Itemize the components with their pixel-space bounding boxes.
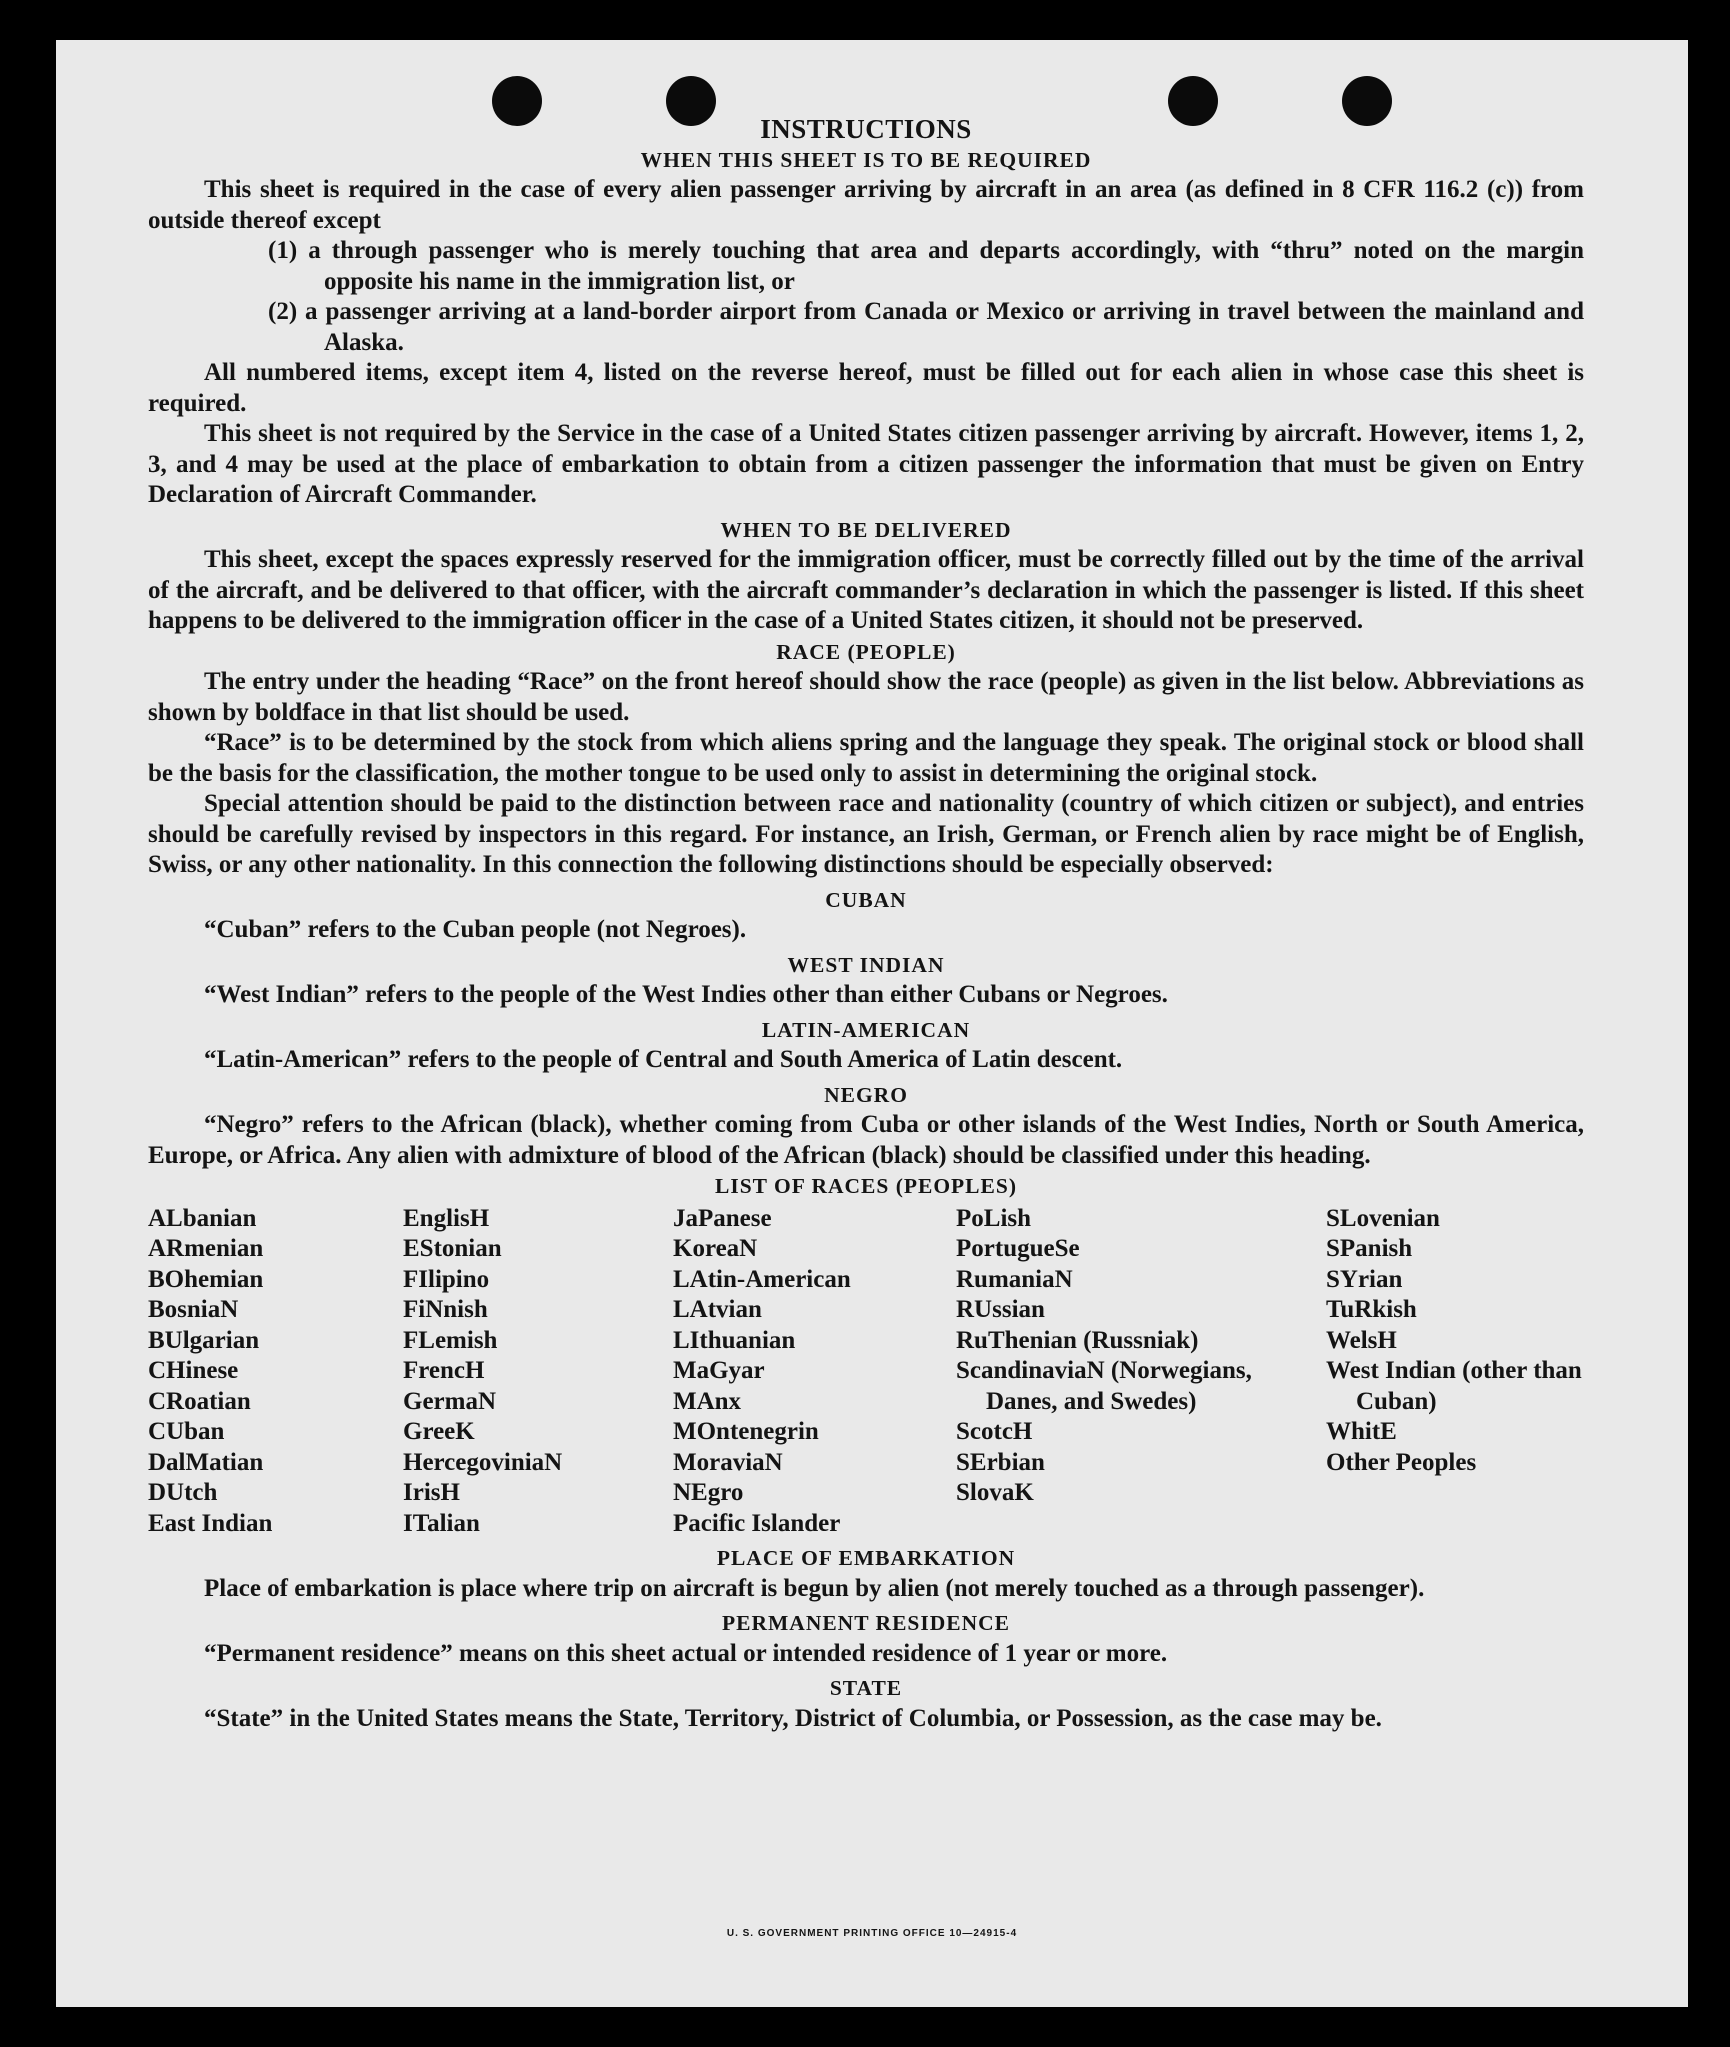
heading-race: RACE (PEOPLE) [776, 639, 956, 664]
paragraph-delivered: This sheet, except the spaces expressly reserved for the immigration officer, must be correctly filled out by the time of the arrival of the aircraft, and be delivered to that officer, with the aircraft commander’s declaration in which the passenger is listed. If this sheet happens to be delivered to the immigration officer in the case of a United States citizen, it should not be preserved. [148, 546, 1584, 634]
race-item: NEgro [673, 1479, 744, 1506]
exception-item-2: (2) a passenger arriving at a land-border airport from Canada or Mexico or arriving in travel between the mainland and Alaska. [268, 298, 1584, 356]
heading-latin-american: LATIN-AMERICAN [761, 1017, 971, 1042]
paragraph-state: “State” in the United States means the State, Territory, District of Columbia, or Possession, as the case may be. [204, 1704, 1382, 1732]
race-item: LAtvian [673, 1296, 762, 1323]
paragraph-citizen: This sheet is not required by the Service in the case of a United States citizen passenger arriving by aircraft. However, items 1, 2, 3, and 4 may be used at the place of embarkation to obtain from a citizen passenger the information that must be given on Entry Declaration of Aircraft Commander. [148, 420, 1584, 508]
race-item: MoraviaN [673, 1448, 783, 1476]
race-item: LAtin-American [673, 1265, 851, 1293]
race-item: JaPanese [673, 1204, 772, 1232]
race-item: SErbian [956, 1448, 1045, 1476]
race-item: BUlgarian [148, 1326, 260, 1354]
race-item: SlovaK [956, 1479, 1034, 1506]
race-item: MOntenegrin [673, 1418, 819, 1445]
race-item: FiNnish [403, 1296, 488, 1323]
race-item: ARmenian [148, 1235, 264, 1262]
race-item: SLovenian [1326, 1204, 1440, 1232]
heading-when-required: WHEN THIS SHEET IS TO BE REQUIRED [640, 147, 1092, 172]
paragraph-required-intro: This sheet is required in the case of every alien passenger arriving by aircraft in an area (as defined in 8 CFR 116.2 (c)) from outside thereof except [148, 176, 1584, 234]
printer-imprint: U. S. GOVERNMENT PRINTING OFFICE 10—24915-4 [726, 1928, 1018, 1939]
race-item: DUtch [148, 1479, 218, 1506]
race-item: WhitE [1326, 1418, 1397, 1445]
race-item: Pacific Islander [673, 1509, 841, 1537]
race-item: GermaN [403, 1387, 497, 1415]
race-item: PoLish [956, 1204, 1032, 1232]
heading-cuban: CUBAN [825, 887, 907, 912]
race-item: EnglisH [403, 1204, 490, 1232]
paragraph-embarkation: Place of embarkation is place where trip on aircraft is begun by alien (not merely touched as a through passenger). [204, 1574, 1425, 1602]
paragraph-negro: “Negro” refers to the African (black), whether coming from Cuba or other islands of the West Indies, North or South America, Europe, or Africa. Any alien with admixture of blood of the African (black) should be classified under this heading. [148, 1111, 1584, 1169]
race-item: BosniaN [148, 1296, 239, 1323]
race-item: PortugueSe [956, 1235, 1080, 1262]
race-item: HercegoviniaN [403, 1448, 563, 1476]
race-item: MaGyar [673, 1357, 765, 1384]
race-item: SYrian [1326, 1265, 1403, 1293]
exception-item-1: (1) a through passenger who is merely touching that area and departs accordingly, with “thru” noted on the margin opposite his name in the immigration list, or [268, 237, 1584, 295]
race-item: ScotcH [956, 1418, 1033, 1445]
heading-negro: NEGRO [824, 1082, 908, 1107]
paragraph-race-3: Special attention should be paid to the distinction between race and nationality (country of which citizen or subject), and entries should be carefully revised by inspectors in this regard. For instance, an Irish, German, or French alien by race might be of English, Swiss, or any other nationality. In this connection the following distinctions should be especially observed: [148, 790, 1584, 878]
race-item: IrisH [403, 1479, 460, 1506]
race-column [956, 1204, 1326, 1540]
race-item: Other Peoples [1326, 1448, 1477, 1476]
heading-permanent-residence: PERMANENT RESIDENCE [722, 1611, 1010, 1635]
heading-list-of-races: LIST OF RACES (PEOPLES) [715, 1174, 1017, 1198]
race-item: LIthuanian [673, 1326, 796, 1354]
paragraph-latin-american: “Latin-American” refers to the people of Central and South America of Latin descent. [204, 1046, 1123, 1073]
paragraph-race-1: The entry under the heading “Race” on the front hereof should show the race (people) as given in the list below. Abbreviations as shown by boldface in that list should be used. [148, 668, 1584, 726]
race-item: DalMatian [148, 1448, 264, 1476]
race-item: RuThenian (Russniak) [956, 1326, 1199, 1354]
race-column [1326, 1204, 1584, 1540]
paragraph-numbered-items: All numbered items, except item 4, listed on the reverse hereof, must be filled out for each alien in whose case this sheet is required. [148, 359, 1584, 417]
race-column [403, 1204, 673, 1540]
race-item: East Indian [148, 1509, 273, 1537]
race-item: EStonian [403, 1235, 502, 1262]
heading-west-indian: WEST INDIAN [787, 952, 945, 977]
document-page [56, 40, 1688, 2007]
race-column [673, 1204, 956, 1540]
race-list [148, 1204, 1584, 1540]
race-item: GreeK [403, 1418, 475, 1445]
race-item: WelsH [1326, 1326, 1397, 1354]
race-item: CHinese [148, 1357, 239, 1384]
heading-embarkation: PLACE OF EMBARKATION [716, 1546, 1016, 1570]
race-item: FLemish [403, 1326, 498, 1354]
race-item: BOhemian [148, 1265, 264, 1293]
heading-state: STATE [829, 1676, 903, 1700]
paragraph-west-indian: “West Indian” refers to the people of the West Indies other than either Cubans or Negroes. [204, 981, 1168, 1008]
race-item: FIlipino [403, 1265, 490, 1293]
race-item: TuRkish [1326, 1296, 1417, 1323]
race-item: SPanish [1326, 1235, 1413, 1262]
paragraph-permanent-residence: “Permanent residence” means on this sheet actual or intended residence of 1 year or more. [204, 1639, 1168, 1667]
race-item: West Indian (other than Cuban) [1326, 1357, 1582, 1415]
race-item: MAnx [673, 1387, 742, 1415]
race-item: FrencH [403, 1357, 485, 1384]
paragraph-race-2: “Race” is to be determined by the stock from which aliens spring and the language they speak. The original stock or blood shall be the basis for the classification, the mother tongue to be used only to assist in determining the original stock. [148, 729, 1584, 787]
race-item: ITalian [403, 1509, 480, 1537]
race-item: RumaniaN [956, 1265, 1073, 1293]
page-title: INSTRUCTIONS [760, 114, 972, 144]
race-column [148, 1204, 403, 1540]
race-item: RUssian [956, 1296, 1045, 1323]
instructions-body [148, 114, 1584, 1734]
race-item: ScandinaviaN (Norwegians, Danes, and Swedes) [956, 1357, 1252, 1415]
race-item: CUban [148, 1418, 225, 1445]
race-item: CRoatian [148, 1387, 251, 1415]
race-item: KoreaN [673, 1235, 758, 1262]
heading-when-delivered: WHEN TO BE DELIVERED [720, 517, 1012, 542]
paragraph-cuban: “Cuban” refers to the Cuban people (not Negroes). [204, 916, 747, 943]
race-item: ALbanian [148, 1204, 257, 1232]
